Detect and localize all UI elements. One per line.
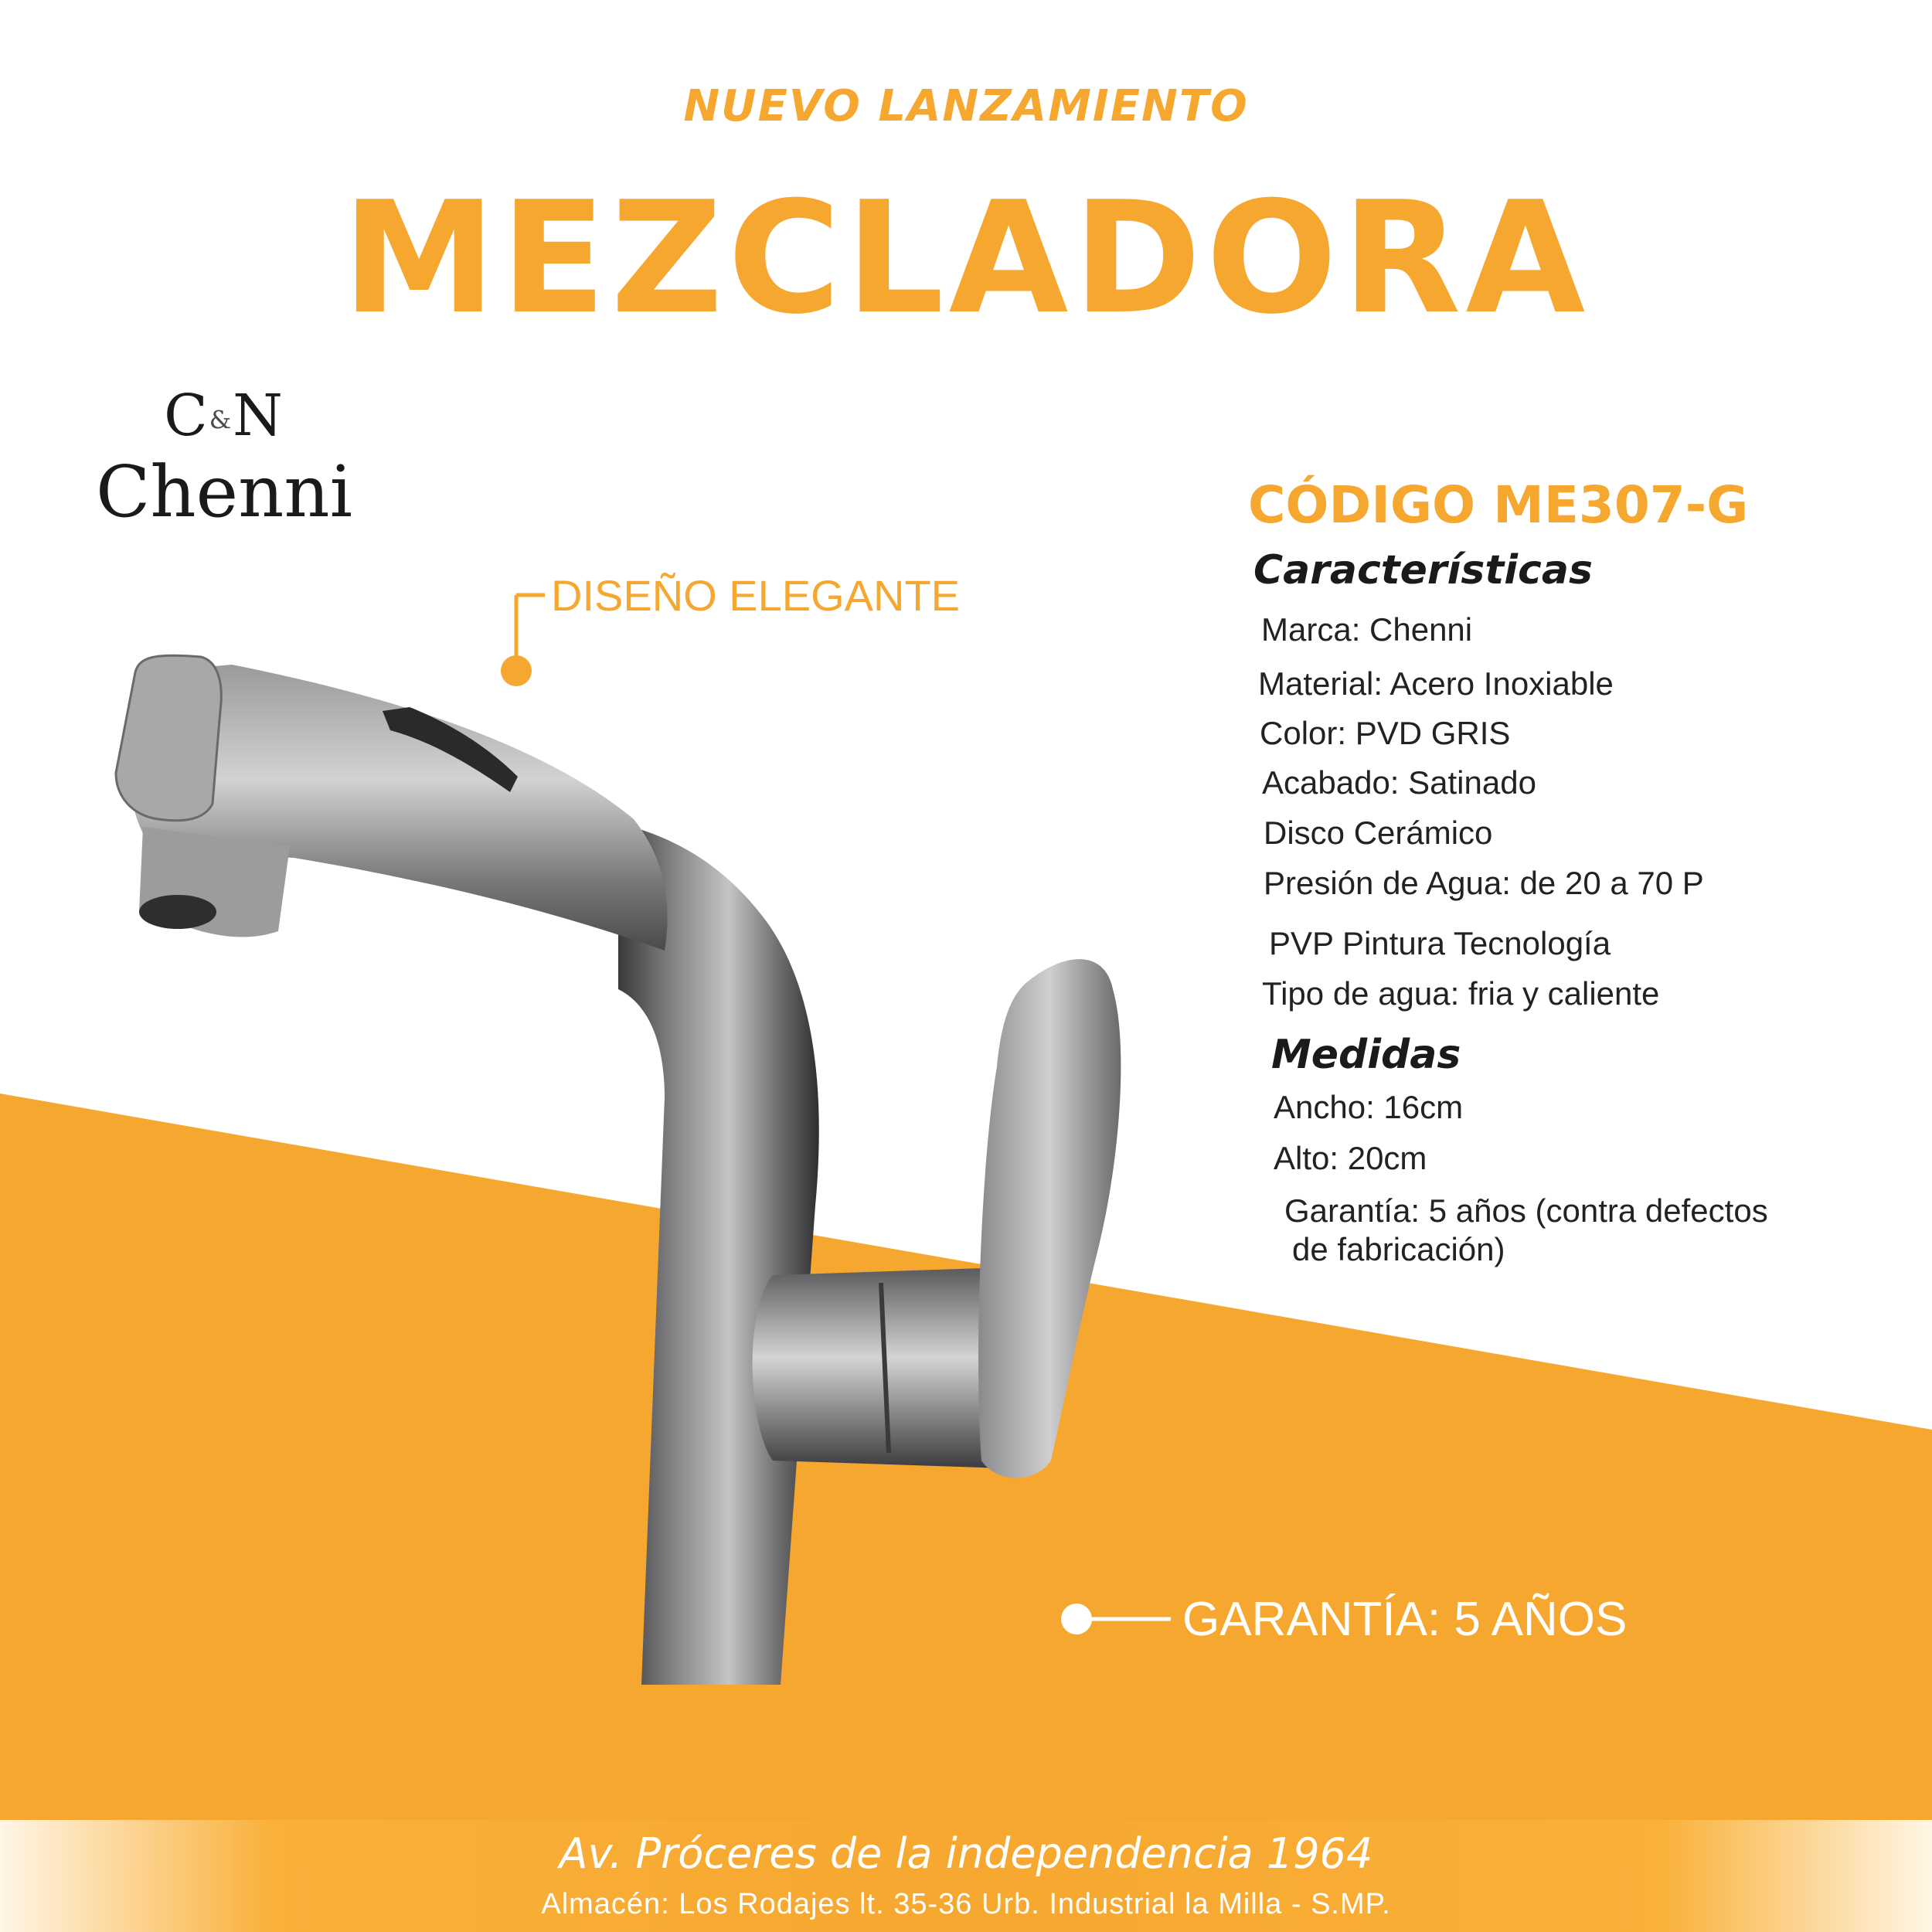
measure-warranty: Garantía: 5 años (contra defectos bbox=[1284, 1192, 1768, 1229]
product-code bbox=[1248, 475, 1748, 535]
page-title: MEZCLADORA bbox=[342, 168, 1590, 349]
footer-warehouse: Almacén: Los Rodajes lt. 35-36 Urb. Industrial la Milla - S.MP. bbox=[541, 1888, 1391, 1920]
spec-color: Color: PVD GRIS bbox=[1260, 715, 1511, 751]
product-code-label: CÓDIGO bbox=[1248, 475, 1476, 535]
measures-title: Medidas bbox=[1271, 1032, 1461, 1078]
faucet-lever-handle bbox=[978, 959, 1121, 1478]
design-callout-label: DISEÑO ELEGANTE bbox=[551, 571, 961, 620]
logo-letter-n: N bbox=[233, 383, 284, 449]
design-callout-connector bbox=[501, 595, 545, 686]
footer-bar bbox=[0, 1820, 1932, 1932]
spec-material: Material: Acero Inoxiable bbox=[1258, 665, 1614, 702]
faucet-cylinder bbox=[753, 1267, 1005, 1468]
spec-disc: Disco Cerámico bbox=[1264, 815, 1493, 851]
measure-warranty-cont: de fabricación) bbox=[1292, 1231, 1505, 1267]
spec-brand: Marca: Chenni bbox=[1261, 611, 1473, 648]
logo-ampersand: & bbox=[209, 405, 233, 435]
warranty-callout-connector bbox=[1061, 1604, 1171, 1634]
warranty-callout-label: GARANTÍA: 5 AÑOS bbox=[1182, 1593, 1628, 1646]
logo-wordmark: Chenni bbox=[95, 450, 353, 533]
footer-address: Av. Próceres de la independencia 1964 bbox=[559, 1829, 1373, 1878]
launch-tagline: NUEVO LANZAMIENTO bbox=[683, 81, 1249, 131]
product-code-value: ME307-G bbox=[1493, 475, 1749, 535]
faucet-body bbox=[618, 823, 819, 1685]
features-title: Características bbox=[1253, 547, 1593, 594]
spec-paint: PVP Pintura Tecnología bbox=[1269, 925, 1611, 961]
faucet-spout-tip bbox=[116, 655, 221, 821]
logo-letter-c: C bbox=[164, 383, 209, 449]
spec-water-type: Tipo de agua: fria y caliente bbox=[1262, 975, 1660, 1012]
measure-height: Alto: 20cm bbox=[1274, 1140, 1427, 1176]
spec-finish: Acabado: Satinado bbox=[1262, 764, 1536, 801]
measure-width: Ancho: 16cm bbox=[1274, 1089, 1464, 1125]
spec-pressure: Presión de Agua: de 20 a 70 P bbox=[1264, 865, 1704, 901]
